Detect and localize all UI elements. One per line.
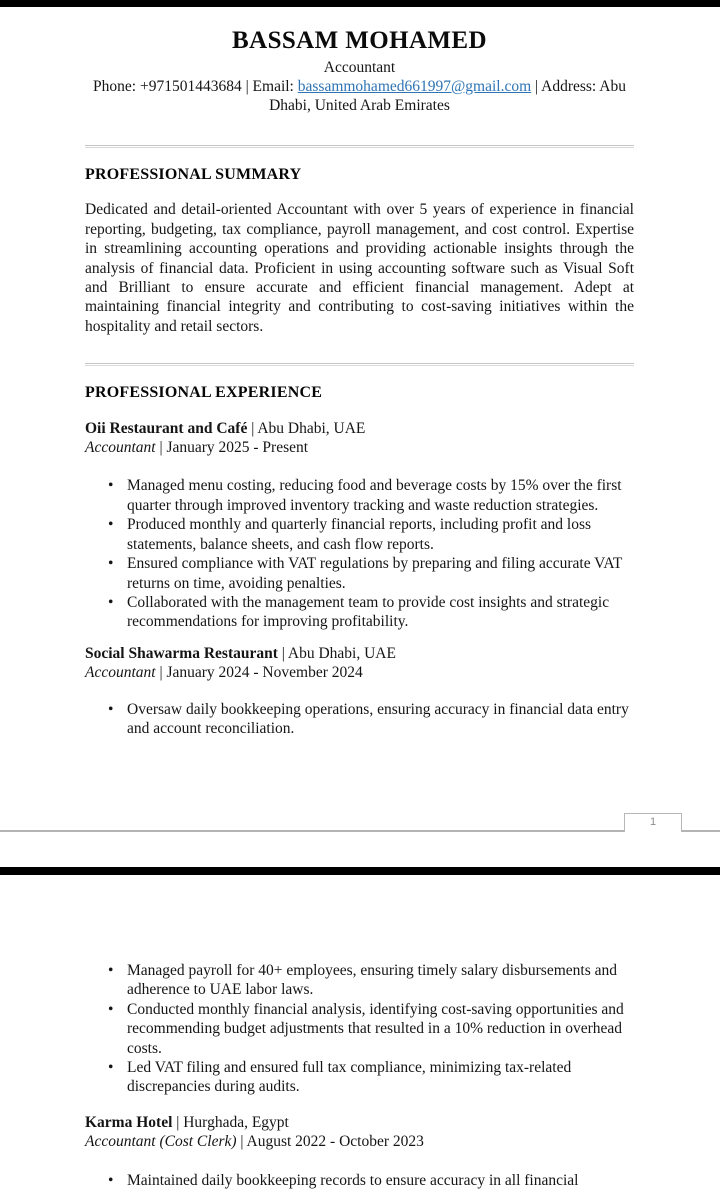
job-bullet-list <box>85 476 634 631</box>
resume-page-1 <box>0 7 720 738</box>
experience-heading: PROFESSIONAL EXPERIENCE <box>85 384 323 402</box>
role-dates: | January 2024 - November 2024 <box>155 664 363 682</box>
email-link[interactable]: bassammohamed661997@gmail.com <box>297 78 532 95</box>
bullet-item: • Ensured compliance with VAT regulations by preparing and filing accurate VAT returns on time, avoiding penalties. <box>85 554 634 593</box>
bullet-item: • Produced monthly and quarterly financial reports, including profit and loss statements, balance sheets, and cash flow reports. <box>85 515 634 554</box>
candidate-name: BASSAM MOHAMED <box>232 27 487 54</box>
contact-phone-email-label: Phone: +971501443684 | Email: <box>93 78 298 95</box>
company-location: | Abu Dhabi, UAE <box>277 644 396 662</box>
job-role-line <box>85 1132 634 1151</box>
section-divider <box>85 363 634 366</box>
job-role-line <box>85 663 634 682</box>
candidate-title: Accountant <box>323 59 396 76</box>
job-header-social-shawarma <box>85 644 634 683</box>
job-header-karma-hotel <box>85 1113 634 1152</box>
bullet-item: • Collaborated with the management team to provide cost insights and strategic recommendations for improving profitability. <box>85 593 634 632</box>
bullet-item: • Led VAT filing and ensured full tax compliance, minimizing tax-related discrepancies during audits. <box>85 1058 634 1097</box>
job-bullet-list-truncated <box>85 1171 634 1190</box>
job-role-line <box>85 438 634 457</box>
company-name: Oii Restaurant and Café <box>85 419 248 437</box>
bullet-item: • Managed menu costing, reducing food and beverage costs by 15% over the first quarter through improved inventory tracking and waste reduction strategies. <box>85 476 634 515</box>
company-name: Social Shawarma Restaurant <box>85 644 278 662</box>
job-bullet-list <box>85 961 634 1097</box>
top-page-separator-bar <box>0 0 720 7</box>
page-number-badge: 1 <box>624 813 682 832</box>
summary-heading: PROFESSIONAL SUMMARY <box>85 166 302 183</box>
bullet-item-clipped: • Maintained daily bookkeeping records to ensure accuracy in all financial <box>85 1171 634 1190</box>
company-location: | Hurghada, Egypt <box>172 1113 289 1131</box>
bullet-item: • Conducted monthly financial analysis, identifying cost-saving opportunities and recommending budget adjustments that resulted in a 10% reduction in overhead costs. <box>85 1000 634 1058</box>
resume-header <box>85 26 634 115</box>
resume-page-2 <box>0 961 720 1190</box>
contact-line <box>85 77 634 115</box>
bullet-item: • Managed payroll for 40+ employees, ensuring timely salary disbursements and adherence to UAE labor laws. <box>85 961 634 1000</box>
job-company-line <box>85 644 634 663</box>
page-bottom-boundary-line <box>0 830 625 832</box>
role-title: Accountant (Cost Clerk) <box>85 1133 237 1151</box>
job-header-oii <box>85 419 634 458</box>
role-dates: | January 2025 - Present <box>155 439 309 457</box>
section-divider <box>85 145 634 148</box>
summary-paragraph: Dedicated and detail-oriented Accountant with over 5 years of experience in financial reporting, budgeting, tax compliance, payroll management, and cost control. Expertise in streamlining accounting operations and providing actionable insights through the analysis of financial data. Proficient in using accounting software such as Visual Soft and Brilliant to ensure accurate and efficient financial management. Adept at maintaining financial integrity and contributing to cost-saving initiatives within the hospitality and retail sectors. <box>85 201 634 335</box>
company-name: Karma Hotel <box>85 1113 173 1131</box>
bullet-item: • Oversaw daily bookkeeping operations, ensuring accuracy in financial data entry and account reconciliation. <box>85 700 634 739</box>
role-title: Accountant <box>85 664 156 682</box>
job-company-line <box>85 419 634 438</box>
contact-address-label: | Address: <box>531 78 597 95</box>
company-location: | Abu Dhabi, UAE <box>247 419 366 437</box>
role-dates: | August 2022 - October 2023 <box>236 1133 424 1151</box>
page-bottom-boundary-line <box>681 830 720 832</box>
job-bullet-list <box>85 700 634 739</box>
job-company-line <box>85 1113 634 1132</box>
contact-address-value: Abu Dhabi, United Arab Emirates <box>269 78 626 114</box>
page-separator-bar <box>0 867 720 875</box>
role-title: Accountant <box>85 439 156 457</box>
